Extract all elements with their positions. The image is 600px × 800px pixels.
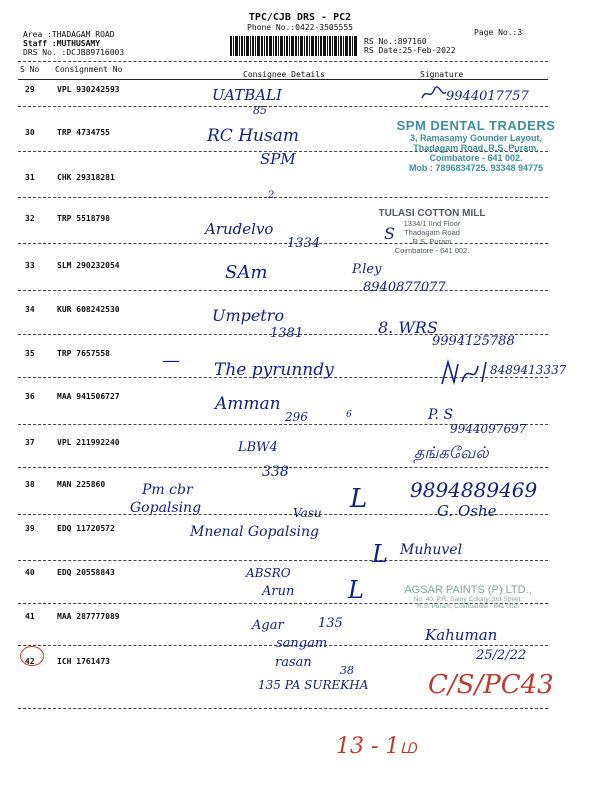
- doc-title: TPC/CJB DRS - PC2: [248, 12, 352, 23]
- stamp-spm-line: Thadagam Road, R.S. Puram,: [413, 143, 539, 153]
- handwriting-signature: P.ley: [352, 262, 382, 277]
- handwriting-phone: 8940877077: [363, 280, 446, 295]
- handwriting-mark: L: [372, 540, 388, 568]
- col-head-sno: S No: [20, 65, 40, 74]
- handwriting-mark: L: [350, 484, 368, 514]
- handwriting-number: 135: [318, 616, 343, 631]
- stamp-agsar-paints: [384, 584, 552, 610]
- row-sno: 29: [25, 85, 35, 94]
- header-left-block: [23, 30, 124, 57]
- stamp-spm-title: SPM DENTAL TRADERS: [396, 118, 556, 133]
- handwriting-number: 296: [285, 410, 308, 424]
- handwriting-signature: Muhuvel: [400, 542, 463, 558]
- handwriting-number: 38: [340, 664, 354, 677]
- row-sno: 41: [25, 612, 35, 621]
- row-consignment-no: KUR 608242530: [57, 305, 120, 314]
- handwriting-name: rasan: [275, 655, 312, 670]
- row-consignment-no: MAA 941506727: [57, 392, 120, 401]
- handwriting-bottom-note: 13 - 1ம: [336, 734, 418, 759]
- handwriting-note: C/S/PC43: [428, 670, 554, 700]
- row-consignment-no: VPL 211992240: [57, 438, 120, 447]
- header-rule-top: [18, 61, 548, 62]
- handwriting-mark: 6: [346, 410, 352, 420]
- handwriting-name: Agar: [252, 618, 284, 633]
- handwriting-name: 135 PA SUREKHA: [258, 678, 369, 692]
- handwriting-phone: 9944097697: [450, 422, 527, 436]
- row-separator: [18, 197, 548, 198]
- handwriting-name: Vasu: [293, 506, 322, 520]
- handwriting-phone: 9894889469: [410, 478, 538, 502]
- barcode: [230, 36, 358, 56]
- handwriting-name: UATBALI: [212, 86, 282, 104]
- handwriting-signature: Kahuman: [425, 626, 498, 644]
- stamp-agsar-line: R.S. Puram, Coimbatore - 641 002.: [417, 603, 519, 610]
- header-right-block: [364, 37, 456, 55]
- row-separator: [18, 290, 548, 291]
- handwriting-name: sangam: [276, 636, 328, 651]
- handwriting-name: Mnenal Gopalsing: [190, 524, 319, 540]
- handwriting-name: SAm: [225, 262, 268, 283]
- handwriting-signature: S: [384, 224, 395, 243]
- col-head-signature: Signature: [420, 70, 464, 79]
- handwriting-number: 85: [253, 104, 267, 117]
- col-head-consignment: Consignment No: [55, 65, 123, 74]
- handwriting-name: Amman: [215, 394, 281, 414]
- row-sno: 36: [25, 392, 35, 401]
- stamp-tulasi-title: TULASI COTTON MILL: [378, 208, 486, 219]
- staff-label: Staff :MUTHUSAMY: [23, 39, 101, 48]
- handwriting-mark: 2: [268, 190, 275, 201]
- page-number: Page No.:3: [474, 28, 523, 37]
- handwriting-name: Gopalsing: [130, 500, 202, 516]
- stamp-tulasi-cotton: [362, 208, 502, 255]
- handwriting-phone: 9994125788: [432, 334, 515, 349]
- signature-scribble: [420, 86, 448, 102]
- stamp-spm-line: Mob : 7896834725, 93348 94775: [408, 163, 544, 173]
- handwriting-signature: P. S: [428, 407, 454, 423]
- handwriting-signature: G. Oshe: [437, 502, 497, 520]
- handwriting-signature: தங்கவேல்: [414, 443, 489, 462]
- handwriting-name: RC Husam: [207, 126, 299, 146]
- col-head-consignee: Consignee Details: [243, 70, 325, 79]
- row-sno: 42: [25, 657, 35, 666]
- handwriting-name: Arun: [262, 584, 295, 599]
- stamp-tulasi-line: 1334/1 IInd Floor: [403, 219, 461, 228]
- stamp-spm-dental: [384, 118, 568, 173]
- row-consignment-no: MAN 225860: [57, 480, 106, 489]
- row-sno: 31: [25, 173, 35, 182]
- handwriting-date: 25/2/22: [476, 648, 527, 663]
- drs-number: DRS No. :DCJB89716003: [23, 48, 125, 57]
- stamp-tulasi-line: Coimbatore - 641 002.: [394, 246, 470, 255]
- row-separator: [18, 106, 548, 107]
- handwriting-name: Pm cbr: [142, 482, 193, 498]
- row-sno: 40: [25, 568, 35, 577]
- row-sno: 35: [25, 349, 35, 358]
- row-sno: 38: [25, 480, 35, 489]
- stamp-tulasi-line: Thadagam Road: [404, 228, 460, 237]
- row-42-circle: [20, 646, 44, 666]
- row-consignment-no: CHK 29318281: [57, 173, 115, 182]
- header-rule-bottom: [18, 79, 548, 80]
- handwriting-dash: —: [162, 350, 180, 371]
- handwriting-name: Arudelvo: [205, 220, 274, 238]
- handwriting-number: 1381: [270, 326, 304, 341]
- area-label: Area :THADAGAM ROAD: [23, 30, 115, 39]
- row-consignment-no: ICH 1761473: [57, 657, 110, 666]
- row-sno: 33: [25, 261, 35, 270]
- signature-scribble: [438, 358, 490, 388]
- row-consignment-no: TRP 5518798: [57, 214, 110, 223]
- stamp-spm-line: Coimbatore - 641 002.: [429, 153, 523, 163]
- handwriting-number: 338: [262, 464, 289, 480]
- row-consignment-no: SLM 290232054: [57, 261, 120, 270]
- handwriting-name: Umpetro: [212, 306, 285, 325]
- row-consignment-no: EDQ 11720572: [57, 524, 115, 533]
- rs-number: RS No.:897160: [364, 37, 427, 46]
- row-sno: 34: [25, 305, 35, 314]
- handwriting-name: SPM: [260, 150, 296, 168]
- row-separator: [18, 708, 548, 709]
- handwriting-signature: 8. WRS: [378, 318, 438, 337]
- row-consignment-no: MAA 287777089: [57, 612, 120, 621]
- row-sno: 32: [25, 214, 35, 223]
- phone-number: Phone No.:0422-3505555: [247, 23, 353, 32]
- row-separator: [18, 560, 548, 561]
- rs-date: RS Date:25-Feb-2022: [364, 46, 456, 55]
- row-sno: 39: [25, 524, 35, 533]
- row-consignment-no: TRP 4734755: [57, 128, 110, 137]
- handwriting-signature: 9944017757: [446, 89, 529, 104]
- stamp-agsar-line: No. 40, P.R. Samy Colony, 3rd Street,: [413, 596, 523, 603]
- row-sno: 37: [25, 438, 35, 447]
- row-consignment-no: EDQ 20558843: [57, 568, 115, 577]
- stamp-agsar-title: AGSAR PAINTS (P) LTD.,: [404, 584, 532, 596]
- handwriting-mark: L: [348, 576, 364, 604]
- row-consignment-no: TRP 7657558: [57, 349, 110, 358]
- stamp-spm-line: 3, Ramasamy Gounder Layout,: [409, 133, 543, 143]
- handwriting-name: ABSRO: [246, 566, 291, 580]
- handwriting-number: 1334: [287, 236, 321, 251]
- row-consignment-no: VPL 930242593: [57, 85, 120, 94]
- handwriting-name: LBW4: [238, 440, 278, 455]
- row-sno: 30: [25, 128, 35, 137]
- handwriting-phone: 8489413337: [490, 363, 567, 377]
- handwriting-name: The pyrunndy: [214, 360, 334, 380]
- stamp-tulasi-line: R.S. Puram: [412, 237, 452, 246]
